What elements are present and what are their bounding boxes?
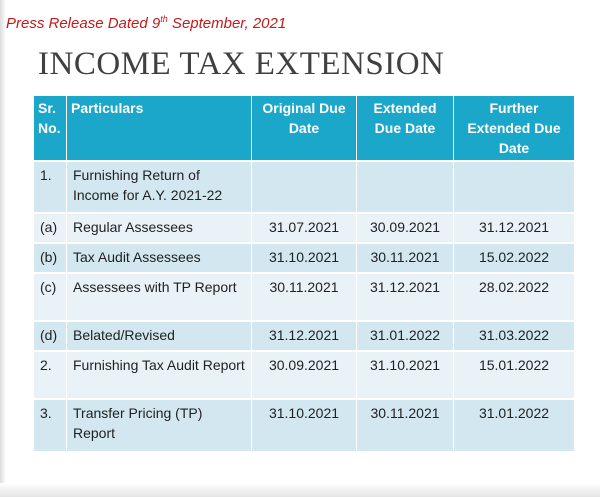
cell-sr: (b) <box>34 243 67 273</box>
cell-particulars: Assessees with TP Report <box>67 273 252 321</box>
cell-original: 31.10.2021 <box>252 399 357 451</box>
page-title: INCOME TAX EXTENSION <box>38 46 445 82</box>
cell-original: 30.09.2021 <box>252 351 357 399</box>
column-header-original-due-date: Original Due Date <box>252 96 357 161</box>
press-release-date <box>6 14 286 32</box>
column-header-sr-no: Sr. No. <box>34 96 67 161</box>
cell-sr: 1. <box>34 161 67 213</box>
page-bottom-shadow <box>0 483 600 497</box>
table-row <box>34 321 574 351</box>
cell-particulars: Belated/Revised <box>67 321 252 351</box>
cell-sr: (c) <box>34 273 67 321</box>
table-row <box>34 161 574 213</box>
cell-extended: 31.10.2021 <box>357 351 454 399</box>
table-row <box>34 351 574 399</box>
cell-further: 28.02.2022 <box>454 273 575 321</box>
table-row <box>34 273 574 321</box>
cell-further: 31.12.2021 <box>454 213 575 243</box>
cell-particulars: Transfer Pricing (TP) Report <box>67 399 252 451</box>
cell-extended: 30.11.2021 <box>357 243 454 273</box>
extension-table <box>34 96 574 451</box>
cell-original: 30.11.2021 <box>252 273 357 321</box>
cell-sr: (a) <box>34 213 67 243</box>
cell-extended: 30.09.2021 <box>357 213 454 243</box>
cell-particulars: Tax Audit Assessees <box>67 243 252 273</box>
cell-extended <box>357 161 454 213</box>
cell-original: 31.10.2021 <box>252 243 357 273</box>
column-header-extended-due-date: Extended Due Date <box>357 96 454 161</box>
table-row <box>34 243 574 273</box>
press-release-text: Press Release Dated 9 <box>6 15 161 32</box>
cell-particulars: Furnishing Tax Audit Report <box>67 351 252 399</box>
press-release-ordinal: th <box>160 14 168 24</box>
column-header-particulars: Particulars <box>67 96 252 161</box>
cell-further: 15.01.2022 <box>454 351 575 399</box>
table-header-row <box>34 96 574 161</box>
cell-sr: 2. <box>34 351 67 399</box>
cell-further: 15.02.2022 <box>454 243 575 273</box>
page-edge-shadow <box>0 0 6 497</box>
cell-original <box>252 161 357 213</box>
cell-further <box>454 161 575 213</box>
cell-sr: 3. <box>34 399 67 451</box>
cell-further: 31.01.2022 <box>454 399 575 451</box>
cell-sr: (d) <box>34 321 67 351</box>
table-header <box>34 96 574 161</box>
cell-particulars: Furnishing Return of Income for A.Y. 2021-22 <box>67 161 252 213</box>
table-body <box>34 161 574 451</box>
press-release-text-after: September, 2021 <box>167 15 287 32</box>
cell-original: 31.12.2021 <box>252 321 357 351</box>
cell-original: 31.07.2021 <box>252 213 357 243</box>
table-row <box>34 399 574 451</box>
table-row <box>34 213 574 243</box>
cell-extended: 31.12.2021 <box>357 273 454 321</box>
cell-further: 31.03.2022 <box>454 321 575 351</box>
cell-extended: 31.01.2022 <box>357 321 454 351</box>
cell-extended: 30.11.2021 <box>357 399 454 451</box>
cell-particulars: Regular Assessees <box>67 213 252 243</box>
column-header-further-extended-due-date: Further Extended Due Date <box>454 96 575 161</box>
